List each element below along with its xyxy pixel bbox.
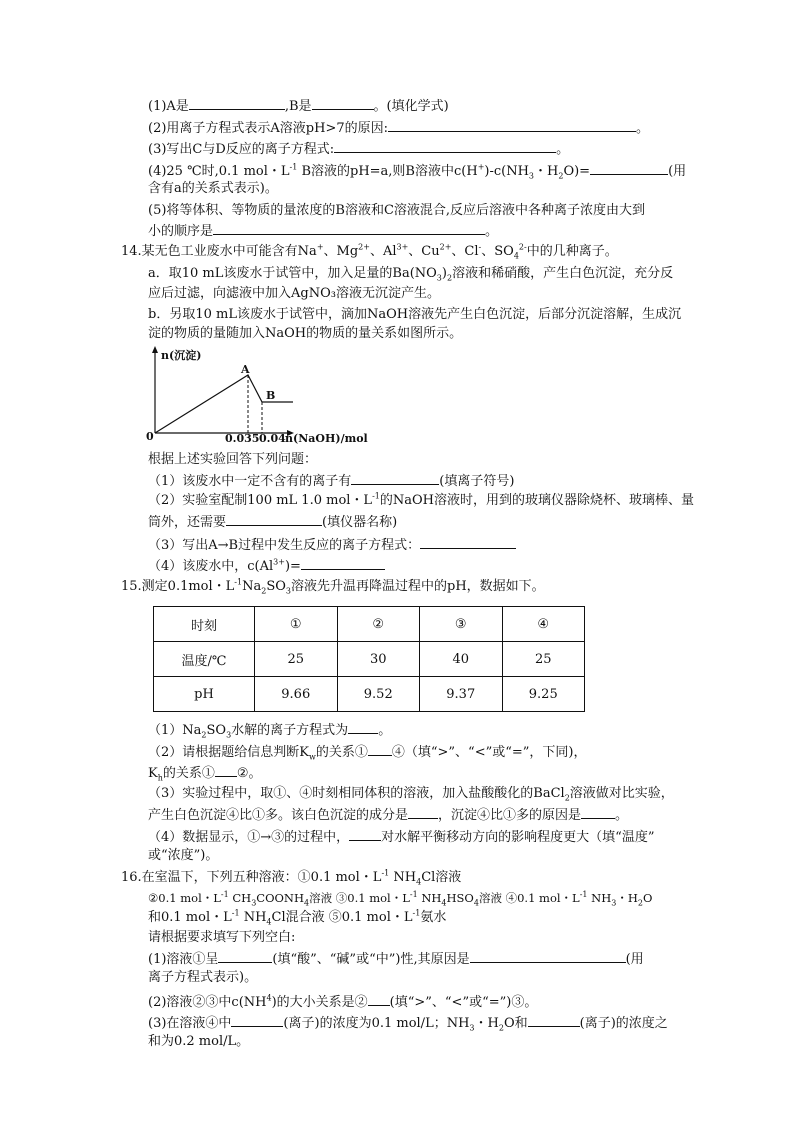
subscript: h xyxy=(157,773,163,783)
text: )= xyxy=(284,559,301,574)
subscript: 4 xyxy=(473,898,479,908)
table-cell: 9.52 xyxy=(337,677,420,712)
answer-blank[interactable] xyxy=(351,471,439,485)
text: （2）请根据题给信息判断K xyxy=(148,745,309,760)
q14-stem xyxy=(121,243,618,261)
superscript: -1 xyxy=(412,908,421,918)
q15-sub3 xyxy=(148,785,674,803)
text: K xyxy=(148,766,158,781)
superscript: 2+ xyxy=(439,242,452,252)
answer-blank[interactable] xyxy=(528,1013,580,1027)
text: ，沉淀④比①多的原因是 xyxy=(438,808,582,823)
text: 。 xyxy=(485,224,499,239)
text: 。(填化学式) xyxy=(373,99,449,114)
text: 溶液做对比实验， xyxy=(569,786,674,801)
text: 水解的离子方程式为 xyxy=(231,723,349,738)
tick-label-0035: 0.035 xyxy=(225,432,260,445)
superscript: 2+ xyxy=(358,242,370,252)
text: (用 xyxy=(625,952,644,967)
q15-sub2 xyxy=(148,742,587,762)
q14-sub3 xyxy=(148,535,516,555)
answer-blank[interactable] xyxy=(408,805,438,819)
answer-blank[interactable] xyxy=(215,763,237,777)
text: （4）该废水中，c(Al xyxy=(148,559,274,574)
answer-blank[interactable] xyxy=(189,96,285,110)
text: ,B是 xyxy=(284,99,312,114)
table-cell: 40 xyxy=(420,642,503,677)
table-header-cell: ③ xyxy=(420,607,503,642)
text: a．取10 mL该废水于试管中，加入足量的Ba(NO xyxy=(148,266,437,281)
answer-blank[interactable] xyxy=(348,720,378,734)
text: ・H xyxy=(474,1016,499,1031)
q15-sub4-cont: 或“浓度”)。 xyxy=(148,848,219,863)
q13-part4-cont: 含有a的关系式表示)。 xyxy=(148,181,278,196)
text: B溶液的pH=a,则B溶液中c(H xyxy=(297,164,478,179)
answer-blank[interactable] xyxy=(231,1013,283,1027)
answer-blank[interactable] xyxy=(470,949,626,963)
answer-blank[interactable] xyxy=(581,805,615,819)
text: 、Cu xyxy=(408,244,440,259)
text: 15.测定0.1mol・L xyxy=(121,579,235,594)
text: 。 xyxy=(636,121,650,136)
table-header-cell: ④ xyxy=(502,607,585,642)
answer-blank[interactable] xyxy=(312,96,374,110)
y-axis-label: n(沉淀) xyxy=(161,349,202,362)
subscript: 3 xyxy=(469,1023,475,1033)
superscript: -1 xyxy=(409,890,418,900)
subscript: 2 xyxy=(564,793,570,803)
text: 溶液和稀硝酸，产生白色沉淀，充分反 xyxy=(452,266,674,281)
q14-sub2-cont xyxy=(148,512,397,532)
q15-sub3-cont xyxy=(148,805,628,825)
text: 的NaOH溶液时，用到的玻璃仪器除烧杯、玻璃棒、量 xyxy=(379,493,694,508)
answer-blank[interactable] xyxy=(218,949,272,963)
table-header-cell: ① xyxy=(255,607,338,642)
q16-sub1 xyxy=(148,949,644,969)
answer-blank[interactable] xyxy=(420,535,516,549)
text: (3)写出C与D反应的离子方程式: xyxy=(148,142,335,157)
q16-solutions-line2 xyxy=(148,889,652,907)
text: HSO xyxy=(446,891,474,905)
q14-exp-b: b．另取10 mL该废水于试管中，滴加NaOH溶液先产生白色沉淀，后部分沉淀溶解，生成沉 xyxy=(148,307,682,322)
text: (离子)的浓度之 xyxy=(579,1016,668,1031)
text: 。 xyxy=(378,723,392,738)
q14-exp-a xyxy=(148,265,673,283)
text: (1)溶液①呈 xyxy=(148,952,219,967)
text: （4）数据显示，①→③的过程中， xyxy=(148,830,350,845)
text: 、Cl xyxy=(451,244,479,259)
answer-blank[interactable] xyxy=(226,512,322,526)
text: （2）实验室配制100 mL 1.0 mol・L xyxy=(148,493,373,508)
text: 溶液先升温再降温过程中的pH，数据如下。 xyxy=(291,579,545,594)
text: 溶液 ④0.1 mol・L xyxy=(478,891,580,905)
q14-sub1 xyxy=(148,471,514,491)
precipitate-graph xyxy=(145,345,375,445)
text: )-c(NH xyxy=(484,164,529,179)
text: 筒外，还需要 xyxy=(148,515,227,530)
ph-data-table xyxy=(153,606,585,712)
text: 、SO xyxy=(481,244,514,259)
subscript: 3 xyxy=(226,730,232,740)
q14-exp-a-cont: 应后过滤，向滤液中加入AgNO₃溶液无沉淀产生。 xyxy=(148,286,440,301)
subscript: 4 xyxy=(416,877,422,887)
q16-sub3-cont: 和为0.2 mol/L。 xyxy=(148,1034,250,1049)
superscript: -1 xyxy=(579,890,588,900)
superscript: 4 xyxy=(266,993,272,1003)
text: ) xyxy=(441,266,447,281)
superscript: 2- xyxy=(518,242,527,252)
table-cell: 温度/℃ xyxy=(154,642,255,677)
text: 的关系① xyxy=(315,745,368,760)
answer-blank[interactable] xyxy=(349,827,381,841)
answer-blank[interactable] xyxy=(368,992,390,1006)
text: ④（填“>”、“<”或“=”，下同)， xyxy=(391,745,587,760)
q15-stem xyxy=(121,578,545,596)
text: (离子)的浓度为0.1 mol/L；NH xyxy=(283,1016,470,1031)
q13-part5: (5)将等体积、等物质的量浓度的B溶液和C溶液混合,反应后溶液中各种离子浓度由大到 xyxy=(148,203,646,218)
subscript: 3 xyxy=(285,586,291,596)
subscript: 4 xyxy=(304,898,310,908)
table-cell: 9.25 xyxy=(502,677,585,712)
text: 16.在室温下，下列五种溶液：①0.1 mol・L xyxy=(121,870,382,885)
text: NH xyxy=(389,870,417,885)
subscript: 3 xyxy=(611,898,617,908)
text: （3）实验过程中，取①、④时刻相同体积的溶液，加入盐酸酸化的BaCl xyxy=(148,786,565,801)
answer-blank[interactable] xyxy=(301,556,385,570)
text: 。 xyxy=(615,808,629,823)
q13-part4 xyxy=(148,161,686,181)
text: (填仪器名称) xyxy=(322,515,398,530)
table-cell: 9.37 xyxy=(420,677,503,712)
text: ②0.1 mol・L xyxy=(148,891,221,905)
text: 氨水 xyxy=(420,910,447,925)
text: SO xyxy=(206,723,227,738)
superscript: 3+ xyxy=(273,557,285,567)
superscript: -1 xyxy=(220,890,229,900)
text: SO xyxy=(266,579,286,594)
text: ②。 xyxy=(236,766,262,781)
text: NH xyxy=(239,910,267,925)
point-b-label: B xyxy=(266,389,276,402)
point-a-label: A xyxy=(241,363,250,376)
answer-blank[interactable] xyxy=(388,118,636,132)
q13-part1 xyxy=(148,96,449,116)
answer-blank[interactable] xyxy=(590,161,668,175)
text: ・H xyxy=(616,891,638,905)
text: O和 xyxy=(503,1016,528,1031)
text: (4)25 ℃时,0.1 mol・L xyxy=(148,164,290,179)
subscript: 4 xyxy=(441,898,447,908)
q15-sub2-cont xyxy=(148,763,262,783)
x-axis-label: n(NaOH)/mol xyxy=(285,432,368,445)
text: CH xyxy=(228,891,252,905)
superscript: -1 xyxy=(289,162,298,172)
q15-sub1 xyxy=(148,720,391,740)
text: 。 xyxy=(556,142,570,157)
text: (填离子符号) xyxy=(439,474,515,489)
text: 对水解平衡移动方向的影响程度更大（填“温度” xyxy=(381,830,655,845)
text: (3)在溶液④中 xyxy=(148,1016,232,1031)
text: 的关系① xyxy=(162,766,215,781)
text: 和0.1 mol・L xyxy=(148,910,232,925)
table-cell: 9.66 xyxy=(255,677,338,712)
text: (2)溶液②③中c(NH xyxy=(148,995,267,1010)
table-cell: 25 xyxy=(255,642,338,677)
subscript: 4 xyxy=(266,917,272,927)
superscript: - xyxy=(478,242,482,252)
tick-label-004: 0.04 xyxy=(259,432,286,445)
q14-exp-b-cont: 淀的物质的量随加入NaOH的物质的量关系如图所示。 xyxy=(148,326,463,341)
superscript: + xyxy=(477,162,485,172)
subscript: 2 xyxy=(261,586,267,596)
text: (2)用离子方程式表示A溶液pH>7的原因: xyxy=(148,121,389,136)
q16-sub1-cont: 离子方程式表示)。 xyxy=(148,970,258,985)
q13-part2 xyxy=(148,118,649,138)
subscript: 4 xyxy=(513,251,519,261)
text: 小的顺序是 xyxy=(148,224,214,239)
superscript: -1 xyxy=(372,491,380,501)
q16-sub2 xyxy=(148,992,537,1012)
text: COONH xyxy=(256,891,305,905)
answer-blank[interactable] xyxy=(213,221,485,235)
q16-stem xyxy=(121,869,461,887)
text: NH xyxy=(417,891,442,905)
text: 14.某无色工业废水中可能含有Na xyxy=(121,244,317,259)
text: )的大小关系是② xyxy=(271,995,368,1010)
subscript: 2 xyxy=(498,1023,504,1033)
text: （1）Na xyxy=(148,723,202,738)
q13-part3 xyxy=(148,139,569,159)
q14-intro: 根据上述实验回答下列问题： xyxy=(148,452,318,467)
table-header-row xyxy=(154,607,585,642)
superscript: -1 xyxy=(381,868,390,878)
q16-sub3 xyxy=(148,1013,668,1033)
text: O)= xyxy=(563,164,591,179)
superscript: 3+ xyxy=(396,242,409,252)
table-row xyxy=(154,642,585,677)
text: (1)A是 xyxy=(148,99,189,114)
text: (填“酸”、“碱”或“中”)性,其原因是 xyxy=(272,952,470,967)
text: O xyxy=(642,891,653,905)
subscript: 2 xyxy=(201,730,207,740)
text: （1）该废水中一定不含有的离子有 xyxy=(148,474,352,489)
y-axis-arrow xyxy=(152,346,158,353)
superscript: + xyxy=(316,242,324,252)
q14-sub2 xyxy=(148,492,694,510)
subscript: 3 xyxy=(251,898,257,908)
subscript: 3 xyxy=(528,171,535,181)
text: (填“>”、“<”或“=”)③。 xyxy=(389,995,538,1010)
subscript: 3 xyxy=(436,273,442,283)
text: Cl溶液 xyxy=(421,870,462,885)
text: 产生白色沉淀④比①多。该白色沉淀的成分是 xyxy=(148,808,409,823)
text: ・H xyxy=(534,164,559,179)
precipitate-curve xyxy=(155,375,293,433)
q15-sub4 xyxy=(148,827,654,847)
subscript: 2 xyxy=(446,273,453,283)
text: (用 xyxy=(668,164,687,179)
text: （3）写出A→B过程中发生反应的离子方程式： xyxy=(148,538,421,553)
superscript: -1 xyxy=(231,908,240,918)
superscript: -1 xyxy=(234,577,243,587)
text: NH xyxy=(587,891,612,905)
q13-part5-cont xyxy=(148,221,498,241)
q16-intro: 请根据要求填写下列空白: xyxy=(148,930,296,945)
table-cell: 30 xyxy=(337,642,420,677)
text: 溶液 ③0.1 mol・L xyxy=(309,891,410,905)
table-header-cell: ② xyxy=(337,607,420,642)
text: Cl混合液 ⑤0.1 mol・L xyxy=(271,910,413,925)
q14-sub4 xyxy=(148,556,385,576)
subscript: 2 xyxy=(637,898,643,908)
table-cell: 25 xyxy=(502,642,585,677)
text: Na xyxy=(242,579,262,594)
origin-label: 0 xyxy=(146,430,154,443)
answer-blank[interactable] xyxy=(368,742,392,756)
table-header-cell: 时刻 xyxy=(154,607,255,642)
q16-solutions-line3 xyxy=(148,909,446,927)
subscript: 2 xyxy=(558,171,564,181)
table-cell: pH xyxy=(154,677,255,712)
answer-blank[interactable] xyxy=(334,139,556,153)
subscript: w xyxy=(308,752,316,762)
text: 、Mg xyxy=(323,244,359,259)
text: 、Al xyxy=(369,244,397,259)
table-row xyxy=(154,677,585,712)
text: 中的几种离子。 xyxy=(526,244,618,259)
